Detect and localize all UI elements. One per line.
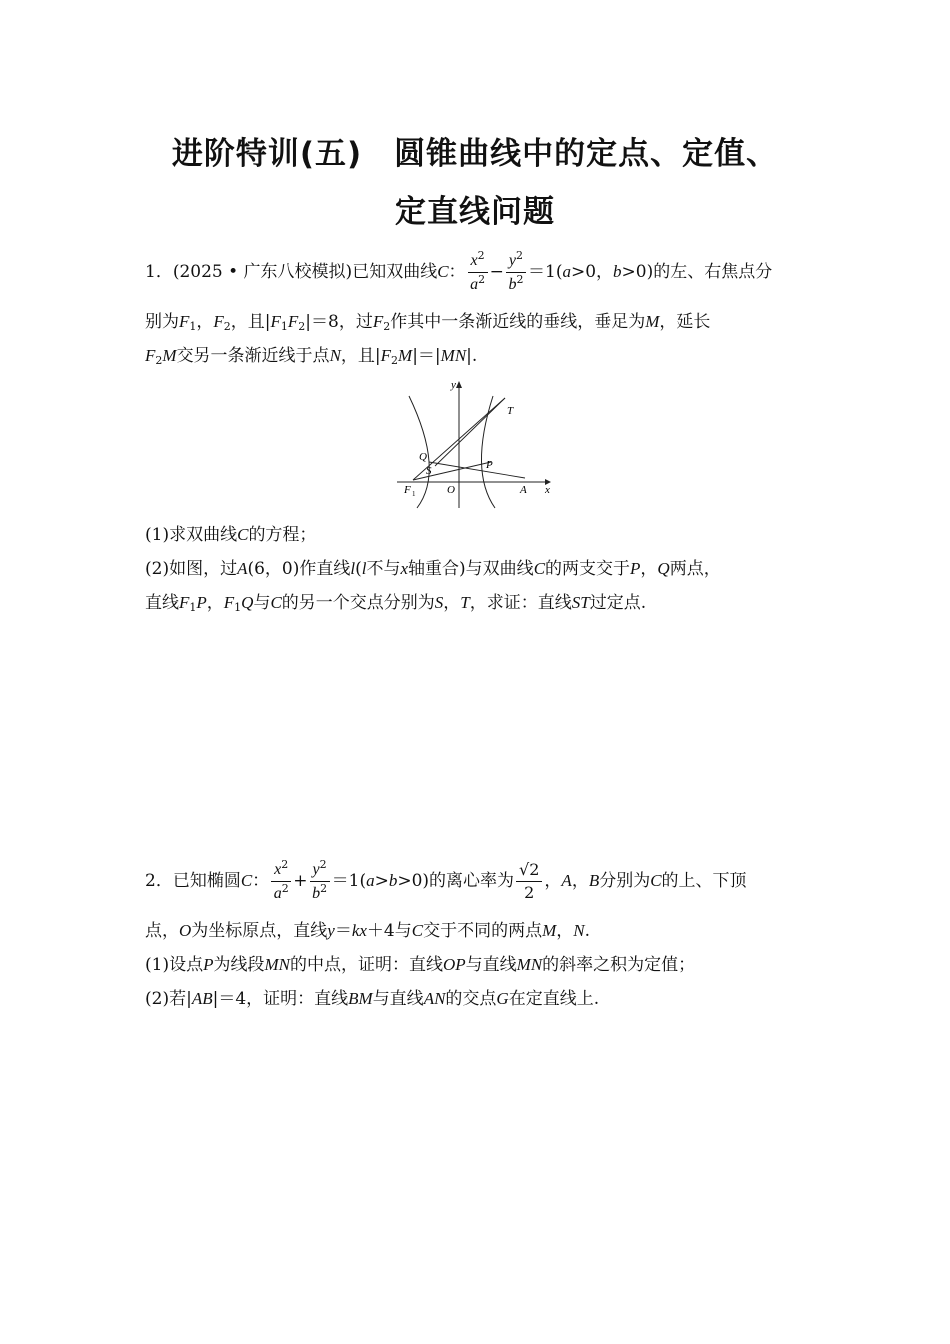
fraction-x2-a2-ellipse: $\frac{x^2}{a^2}$ bbox=[271, 861, 291, 902]
problem1-line2: 别为$F_1$，$F_2$，且$|F_1F_2|=8$，过$F_2$作其中一条渐近线的垂线，垂足为M，延长 bbox=[145, 312, 711, 333]
page-title-line2: 定直线问题 bbox=[395, 194, 555, 230]
problem1-line3: $F_2M$交另一条渐近线于点N，且$|F_2M|=|MN|$. bbox=[145, 346, 478, 367]
label-A: A bbox=[520, 484, 527, 496]
label-O: O bbox=[447, 484, 455, 496]
problem2-subq1: (1)设点P为线段MN的中点，证明：直线OP与直线MN的斜率之积为定值； bbox=[145, 955, 696, 975]
label-Q: Q bbox=[419, 451, 427, 463]
fraction-y2-b2: $\frac{y^2}{b^2}$ bbox=[506, 252, 526, 293]
hyperbola-figure bbox=[395, 376, 555, 512]
label-S: S bbox=[426, 465, 432, 477]
label-P: P bbox=[486, 459, 493, 471]
label-x: x bbox=[545, 484, 550, 496]
line-S-T bbox=[435, 398, 505, 466]
label-F1-sub: 1 bbox=[412, 490, 416, 498]
problem2-line2: 点，O为坐标原点，直线y＝kx＋4与C交于不同的两点M，N. bbox=[145, 921, 591, 941]
label-F1: F bbox=[404, 484, 411, 496]
problem1-line1: 1．(2025 • 广东八校模拟)已知双曲线C： $\frac{x^2}{a^2}$ − $\frac{y^2}{b^2}$ ＝1(a>0，b>0)的左、右焦点分 bbox=[145, 249, 773, 293]
line-Q-A bbox=[429, 462, 525, 478]
line-F1-P bbox=[413, 462, 491, 480]
page-title-line1: 进阶特训(五) 圆锥曲线中的定点、定值、 bbox=[171, 136, 779, 172]
label-T: T bbox=[507, 405, 514, 417]
problem2-subq2: (2)若|AB|＝4，证明：直线BM与直线AN的交点G在定直线上. bbox=[145, 989, 600, 1009]
problem1-subq2-line1: (2)如图，过A(6，0)作直线l(l不与x轴重合)与双曲线C的两支交于P，Q两点， bbox=[145, 559, 721, 579]
problem1-subq2-line2: 直线$F_1P$，$F_1Q$与C的另一个交点分别为S，T，求证：直线ST过定点. bbox=[145, 593, 647, 614]
problem1-subq1: (1)求双曲线C的方程； bbox=[145, 525, 317, 545]
y-axis-arrow bbox=[456, 381, 462, 388]
fraction-x2-a2: $\frac{x^2}{a^2}$ bbox=[468, 252, 488, 293]
fraction-eccentricity: $\frac{√2}{2}$ bbox=[516, 862, 542, 901]
fraction-y2-b2-ellipse: $\frac{y^2}{b^2}$ bbox=[310, 861, 330, 902]
problem2-line1: 2．已知椭圆C： $\frac{x^2}{a^2}$ + $\frac{y^2}{b^2}$ ＝1(a>b>0)的离心率为 $\frac{√2}{2}$ ，A，B分别为C的上、下顶 bbox=[145, 858, 747, 902]
label-y: y bbox=[451, 379, 456, 391]
